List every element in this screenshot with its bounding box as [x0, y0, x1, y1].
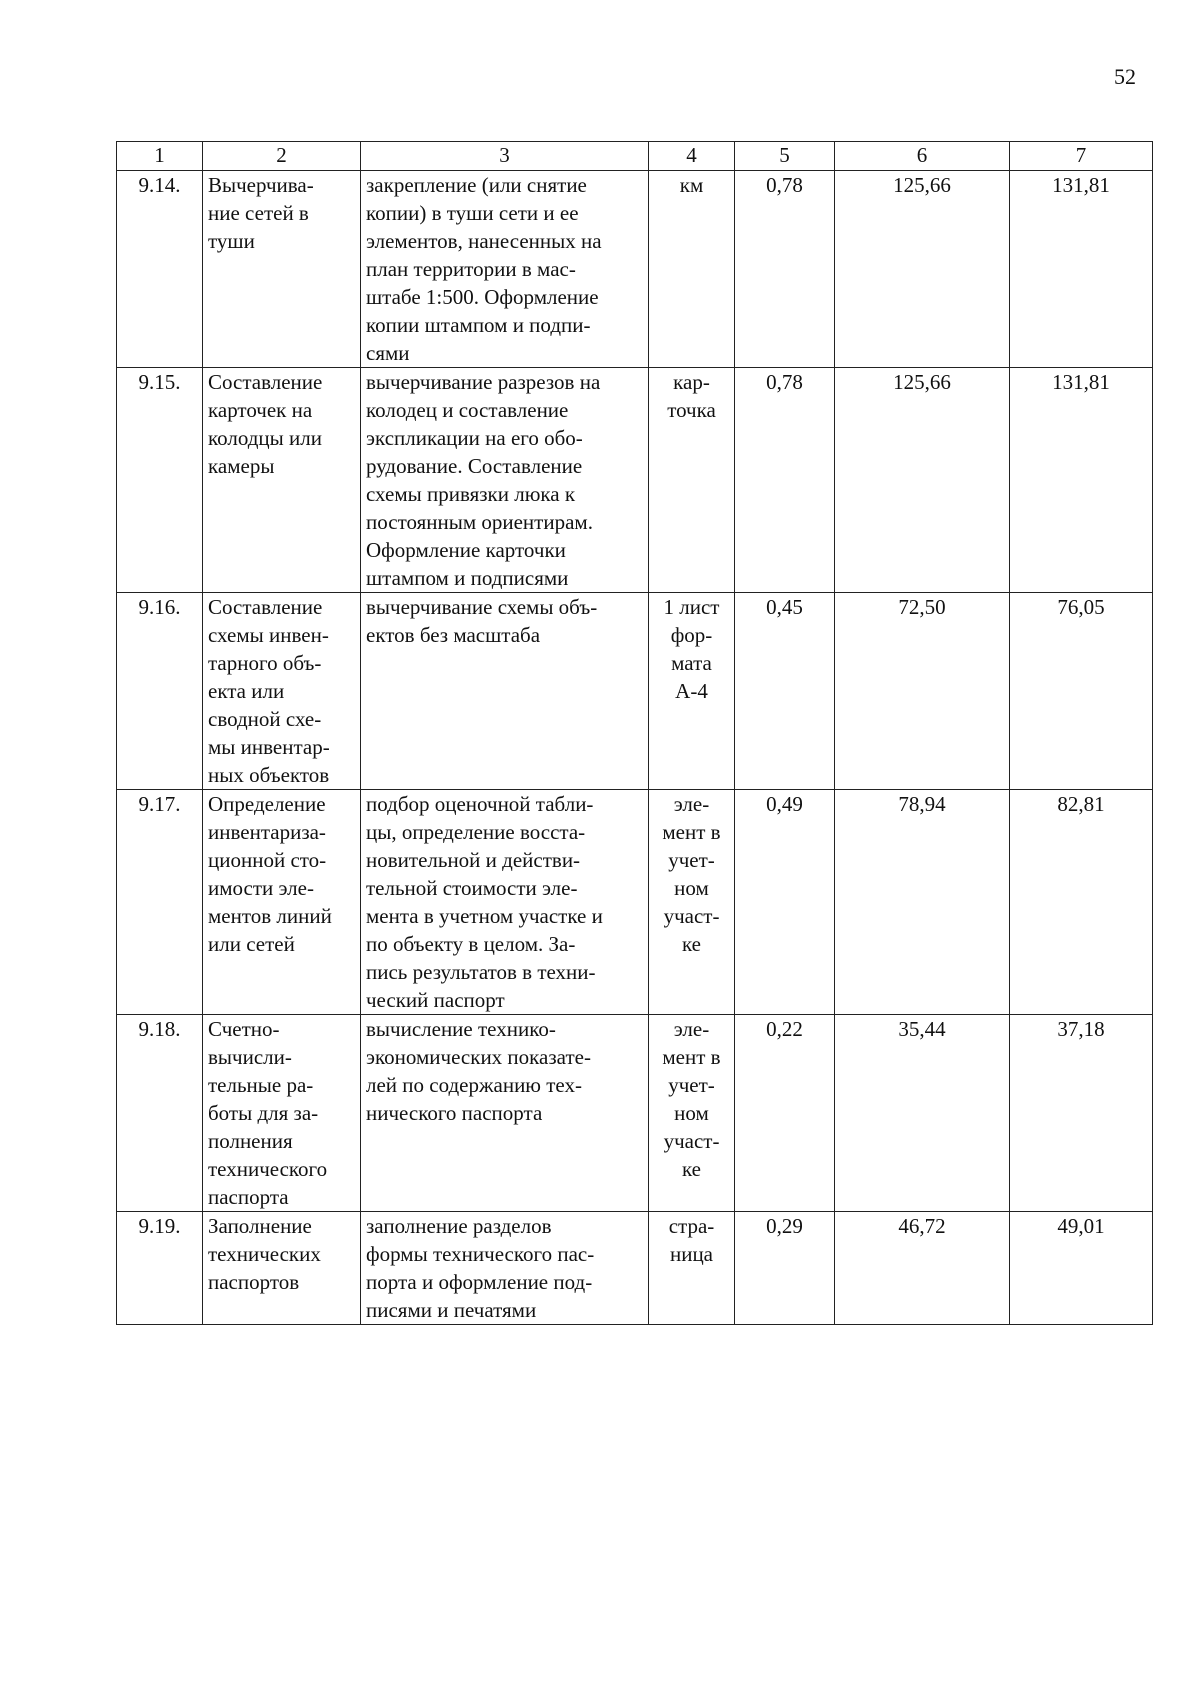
- coefficient: 0,78: [735, 368, 835, 593]
- price: 78,94: [835, 790, 1010, 1015]
- coefficient: 0,49: [735, 790, 835, 1015]
- unit: эле- мент в учет- ном участ- ке: [649, 790, 735, 1015]
- work-description: закрепление (или снятие копии) в туши сети и ее элементов, нанесенных на план территории в мас- штабе 1:500. Оформление копии штампом и подпи- сями: [361, 171, 649, 368]
- table-row: [117, 171, 1153, 368]
- unit: стра- ница: [649, 1212, 735, 1325]
- total: 131,81: [1010, 368, 1153, 593]
- total: 49,01: [1010, 1212, 1153, 1325]
- column-header: 1: [117, 142, 203, 171]
- table-row: [117, 368, 1153, 593]
- work-name: Составление карточек на колодцы или камеры: [203, 368, 361, 593]
- coefficient: 0,22: [735, 1015, 835, 1212]
- work-name: Счетно- вычисли- тельные ра- боты для за- полнения технического паспорта: [203, 1015, 361, 1212]
- total: 76,05: [1010, 593, 1153, 790]
- column-header: 7: [1010, 142, 1153, 171]
- column-header: 6: [835, 142, 1010, 171]
- coefficient: 0,78: [735, 171, 835, 368]
- work-description: вычисление технико- экономических показате- лей по содержанию тех- нического паспорта: [361, 1015, 649, 1212]
- unit: кар- точка: [649, 368, 735, 593]
- row-number: 9.19.: [117, 1212, 203, 1325]
- column-header: 5: [735, 142, 835, 171]
- column-header: 4: [649, 142, 735, 171]
- work-description: вычерчивание разрезов на колодец и составление экспликации на его обо- рудование. Составление схемы привязки люка к постоянным ориентирам. Оформление карточки штампом и подписями: [361, 368, 649, 593]
- table-row: [117, 1015, 1153, 1212]
- page-number: 52: [1114, 64, 1136, 89]
- row-number: 9.17.: [117, 790, 203, 1015]
- price: 72,50: [835, 593, 1010, 790]
- work-name: Определение инвентариза- ционной сто- имости эле- ментов линий или сетей: [203, 790, 361, 1015]
- rates-table: [116, 141, 1153, 1325]
- unit: эле- мент в учет- ном участ- ке: [649, 1015, 735, 1212]
- total: 82,81: [1010, 790, 1153, 1015]
- work-name: Вычерчива- ние сетей в туши: [203, 171, 361, 368]
- price: 46,72: [835, 1212, 1010, 1325]
- coefficient: 0,29: [735, 1212, 835, 1325]
- price: 125,66: [835, 171, 1010, 368]
- row-number: 9.18.: [117, 1015, 203, 1212]
- work-description: вычерчивание схемы объ- ектов без масштаба: [361, 593, 649, 790]
- row-number: 9.14.: [117, 171, 203, 368]
- work-name: Заполнение технических паспортов: [203, 1212, 361, 1325]
- work-name: Составление схемы инвен- тарного объ- екта или сводной схе- мы инвентар- ных объектов: [203, 593, 361, 790]
- table-row: [117, 790, 1153, 1015]
- table-row: [117, 593, 1153, 790]
- coefficient: 0,45: [735, 593, 835, 790]
- column-header: 2: [203, 142, 361, 171]
- total: 37,18: [1010, 1015, 1153, 1212]
- price: 125,66: [835, 368, 1010, 593]
- header-row: [117, 142, 1153, 171]
- row-number: 9.15.: [117, 368, 203, 593]
- unit: 1 лист фор- мата А-4: [649, 593, 735, 790]
- work-description: подбор оценочной табли- цы, определение восста- новительной и действи- тельной стоимости эле- мента в учетном участке и по объекту в целом. За- пись результатов в техни- ческий паспорт: [361, 790, 649, 1015]
- row-number: 9.16.: [117, 593, 203, 790]
- column-header: 3: [361, 142, 649, 171]
- work-description: заполнение разделов формы технического пас- порта и оформление под- писями и печатями: [361, 1212, 649, 1325]
- table-row: [117, 1212, 1153, 1325]
- price: 35,44: [835, 1015, 1010, 1212]
- unit: км: [649, 171, 735, 368]
- total: 131,81: [1010, 171, 1153, 368]
